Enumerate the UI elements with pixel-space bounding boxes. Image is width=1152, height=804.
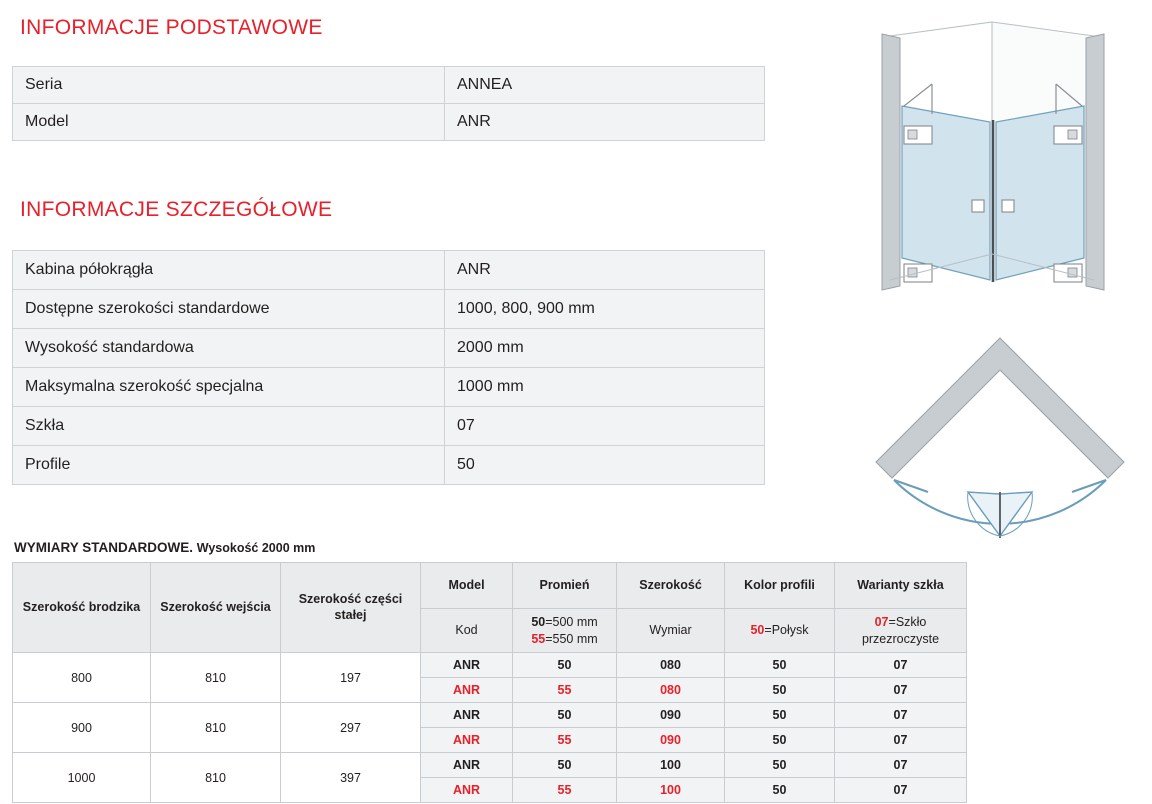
header-czesc-stala: Szerokość części stałej xyxy=(281,563,421,653)
code-kolor-50: 50 xyxy=(750,623,765,638)
dimensions-heading-sub: Wysokość 2000 mm xyxy=(196,541,316,555)
header-brodzik: Szerokość brodzika xyxy=(13,563,151,653)
cell-promien: 50 xyxy=(513,753,617,778)
cell-brodzik: 900 xyxy=(13,703,151,753)
cell-model: ANR xyxy=(421,778,513,803)
cell-szerokosc: 100 xyxy=(617,753,725,778)
dimensions-heading-bold: WYMIARY STANDARDOWE. xyxy=(14,540,193,555)
cell-szerokosc: 080 xyxy=(617,653,725,678)
cell-szerokosc: 080 xyxy=(617,678,725,703)
cell-szklo: 07 xyxy=(835,703,967,728)
cell-czesc-stala: 397 xyxy=(281,753,421,803)
cell-szklo: 07 xyxy=(835,753,967,778)
detail-row-value: 2000 mm xyxy=(445,329,765,368)
standard-dimensions-table xyxy=(12,562,967,803)
header-wejscie: Szerokość wejścia xyxy=(151,563,281,653)
code-promien xyxy=(513,609,617,653)
cell-czesc-stala: 197 xyxy=(281,653,421,703)
cell-wejscie: 810 xyxy=(151,653,281,703)
detail-row-value: ANR xyxy=(445,251,765,290)
detail-row-value: 50 xyxy=(445,446,765,485)
basic-row-value: ANR xyxy=(445,104,765,141)
code-promien-55-text: =550 mm xyxy=(545,631,598,646)
cell-promien: 50 xyxy=(513,703,617,728)
detail-row-value: 1000 mm xyxy=(445,368,765,407)
basic-row-label: Seria xyxy=(13,67,445,104)
header-model: Model xyxy=(421,563,513,609)
table-row xyxy=(13,653,967,678)
cell-szerokosc: 090 xyxy=(617,728,725,753)
detail-row-label: Profile xyxy=(13,446,445,485)
table-row xyxy=(13,703,967,728)
code-promien-50: 50 xyxy=(531,615,546,630)
cell-szklo: 07 xyxy=(835,778,967,803)
cell-brodzik: 1000 xyxy=(13,753,151,803)
cell-szklo: 07 xyxy=(835,728,967,753)
cell-wejscie: 810 xyxy=(151,753,281,803)
detail-row-value: 07 xyxy=(445,407,765,446)
dimensions-heading xyxy=(14,540,315,555)
header-kolor-profili: Kolor profili xyxy=(725,563,835,609)
cell-promien: 55 xyxy=(513,678,617,703)
table-row xyxy=(13,251,765,290)
cell-szklo: 07 xyxy=(835,678,967,703)
header-promien: Promień xyxy=(513,563,617,609)
detail-row-label: Kabina półokrągła xyxy=(13,251,445,290)
detailed-info-table xyxy=(12,250,765,485)
shower-enclosure-perspective-drawing xyxy=(872,18,1132,308)
cell-model: ANR xyxy=(421,653,513,678)
cell-kolor: 50 xyxy=(725,728,835,753)
detail-row-label: Wysokość standardowa xyxy=(13,329,445,368)
cell-model: ANR xyxy=(421,753,513,778)
table-row xyxy=(13,753,967,778)
cell-promien: 50 xyxy=(513,653,617,678)
cell-model: ANR xyxy=(421,678,513,703)
detail-row-label: Szkła xyxy=(13,407,445,446)
code-szklo xyxy=(835,609,967,653)
cell-kolor: 50 xyxy=(725,703,835,728)
table-row xyxy=(13,104,765,141)
header-szerokosc: Szerokość xyxy=(617,563,725,609)
cell-kolor: 50 xyxy=(725,678,835,703)
code-promien-50-text: =500 mm xyxy=(545,615,598,630)
cell-szklo: 07 xyxy=(835,653,967,678)
cell-kolor: 50 xyxy=(725,753,835,778)
table-row xyxy=(13,368,765,407)
code-szklo-text: =Szkło przezroczyste xyxy=(861,615,940,646)
detail-row-value: 1000, 800, 900 mm xyxy=(445,290,765,329)
cell-kolor: 50 xyxy=(725,778,835,803)
table-row xyxy=(13,290,765,329)
code-promien-55: 55 xyxy=(531,631,546,646)
cell-promien: 55 xyxy=(513,728,617,753)
code-szerokosc: Wymiar xyxy=(617,609,725,653)
cell-czesc-stala: 297 xyxy=(281,703,421,753)
cell-brodzik: 800 xyxy=(13,653,151,703)
basic-row-label: Model xyxy=(13,104,445,141)
cell-model: ANR xyxy=(421,728,513,753)
basic-row-value: ANNEA xyxy=(445,67,765,104)
code-kolor xyxy=(725,609,835,653)
table-row xyxy=(13,446,765,485)
table-row xyxy=(13,407,765,446)
page-title-detailed-info: INFORMACJE SZCZEGÓŁOWE xyxy=(20,198,333,221)
table-row xyxy=(13,329,765,368)
code-model: Kod xyxy=(421,609,513,653)
table-row xyxy=(13,67,765,104)
cell-szerokosc: 090 xyxy=(617,703,725,728)
cell-kolor: 50 xyxy=(725,653,835,678)
dimensions-header-row xyxy=(13,563,967,609)
cell-szerokosc: 100 xyxy=(617,778,725,803)
detail-row-label: Dostępne szerokości standardowe xyxy=(13,290,445,329)
detail-row-label: Maksymalna szerokość specjalna xyxy=(13,368,445,407)
basic-info-table xyxy=(12,66,765,141)
page-title-basic-info: INFORMACJE PODSTAWOWE xyxy=(20,16,323,39)
code-szklo-07: 07 xyxy=(874,615,889,630)
cell-wejscie: 810 xyxy=(151,703,281,753)
cell-promien: 55 xyxy=(513,778,617,803)
shower-enclosure-plan-drawing xyxy=(868,332,1138,552)
code-kolor-text: =Połysk xyxy=(764,623,809,638)
header-warianty-szkla: Warianty szkła xyxy=(835,563,967,609)
cell-model: ANR xyxy=(421,703,513,728)
